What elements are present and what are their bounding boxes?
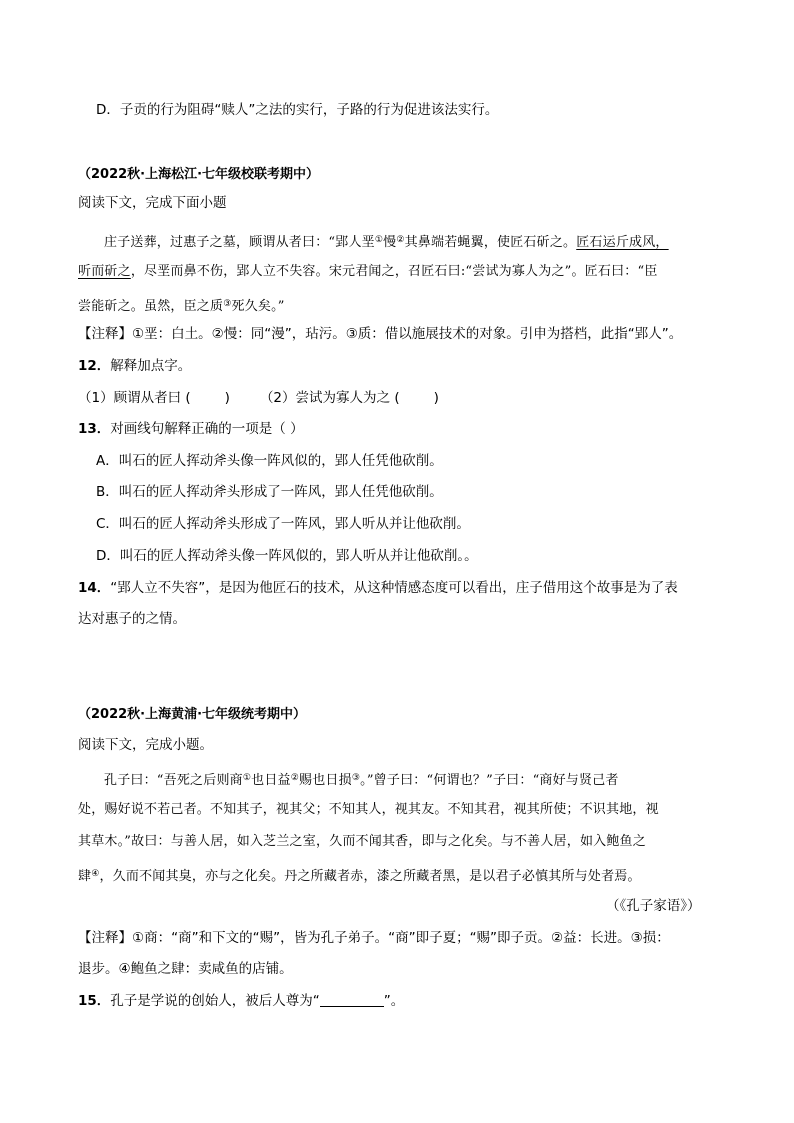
section2-source: （2022秋·上海黄浦·七年级统考期中） [78,707,307,722]
question-text: 对画线句解释正确的一项是（ ） [110,421,304,437]
note-marker: ③ [223,299,232,309]
question-14 [78,578,678,598]
question-13 [78,419,304,439]
note-marker: ① [374,235,384,245]
section2-annotation-line2: 退步。④鲍鱼之肆：卖咸鱼的店铺。 [78,961,293,977]
question-text: “郢人立不失容”，是因为他匠石的技术，从这种情感态度可以看出，庄子借用这个故事是为了表 [110,580,678,596]
underlined-sentence: 匠石运斤成风， [576,235,669,250]
section1-source: （2022秋·上海松江·七年级校联考期中） [78,167,320,182]
text-run: 也日益 [251,773,291,788]
question-12 [78,356,191,376]
section2-annotation-line1: 【注释】①商：“商”和下文的“赐”，皆为孔子弟子。“商”即子夏；“赐”即子贡。②益：长进。③损： [78,930,670,946]
note-marker: ③ [351,773,361,783]
q12-sub2-close: ) [433,390,439,406]
section2-citation: （《孔子家语》） [606,898,701,914]
section1-passage-line3 [78,294,285,317]
q12-sub1-close: ) [224,390,230,406]
question-text: 解释加点字。 [110,358,192,374]
text-run: 赐也日损 [299,773,352,788]
section1-annotation: 【注释】①垩：白土。②慢：同“漫”，玷污。③质：借以施展技术的对象。引申为搭档，此指“郢人”。 [78,326,683,342]
q15-answer-blank[interactable] [320,992,384,1007]
question-15 [78,991,404,1011]
section2-passage-line3: 其草木。”故曰：与善人居，如入芝兰之室，久而不闻其香，即与之化矣。与不善人居，如入鲍鱼之 [78,834,646,849]
section2-passage-line1 [104,768,619,791]
question-13-option-a[interactable]: A．叫石的匠人挥动斧头像一阵风似的，郢人任凭他砍削。 [96,453,443,469]
section1-passage-line2 [78,262,658,282]
question-number: 14． [78,580,111,596]
text-run: 死久矣。” [231,299,285,314]
text-run: 慢 [383,235,397,250]
question-number: 12． [78,358,111,374]
underlined-sentence: 听而斫之 [78,264,131,279]
question-text-end: ”。 [383,993,405,1009]
option-d-previous: D．子贡的行为阻碍“赎人”之法的实行，子路的行为促进该法实行。 [96,102,499,118]
question-number: 13． [78,421,111,437]
text-run: ，久而不闻其臭，亦与之化矣。丹之所藏者赤，漆之所藏者黑，是以君子必慎其所与处者焉。 [99,869,641,884]
question-13-option-b[interactable]: B．叫石的匠人挥动斧头形成了一阵风，郢人任凭他砍削。 [96,484,443,500]
q12-sub1-open: （1）顾谓从者曰 ( [78,390,191,406]
question-number: 15． [78,993,111,1009]
note-marker: ① [242,773,252,783]
text-run: 。”曾子曰：“何谓也？”子曰：“商好与贤己者 [360,773,619,788]
section1-passage-line1 [104,230,669,253]
text-run: 孔子曰：“吾死之后则商 [104,773,243,788]
note-marker: ④ [91,869,100,879]
section2-passage-line2: 处，赐好说不若己者。不知其子，视其父；不知其人，视其友。不知其君，视其所使；不识其地，视 [78,802,659,817]
note-marker: ② [290,773,300,783]
q12-sub2-open: （2）尝试为寡人为之 ( [259,390,400,406]
section2-passage-line4 [78,864,641,887]
text-run: 其鼻端若蝇翼，使匠石斫之。 [404,235,577,250]
text-run: 尝能斫之。虽然，臣之质 [78,299,224,314]
question-13-option-d[interactable]: D．叫石的匠人挥动斧头像一阵风似的，郢人听从并让他砍削。。 [96,548,478,564]
question-12-parts [78,388,439,408]
section1-instruction: 阅读下文，完成下面小题 [78,195,227,211]
question-text: 孔子是学说的创始人，被后人尊为“ [110,993,320,1009]
section2-instruction: 阅读下文，完成小题。 [78,737,213,753]
text-run: ，尽垩而鼻不伤，郢人立不失容。宋元君闻之，召匠石曰:“尝试为寡人为之”。匠石曰：“臣 [130,264,658,279]
question-14-continued: 达对惠子的之情。 [78,611,186,627]
note-marker: ② [396,235,405,245]
question-13-option-c[interactable]: C．叫石的匠人挥动斧头形成了一阵风，郢人听从并让他砍削。 [96,516,470,532]
text-run: 肆 [78,869,92,884]
text-run: 庄子送葬，过惠子之墓，顾谓从者曰：“郢人垩 [104,235,375,250]
